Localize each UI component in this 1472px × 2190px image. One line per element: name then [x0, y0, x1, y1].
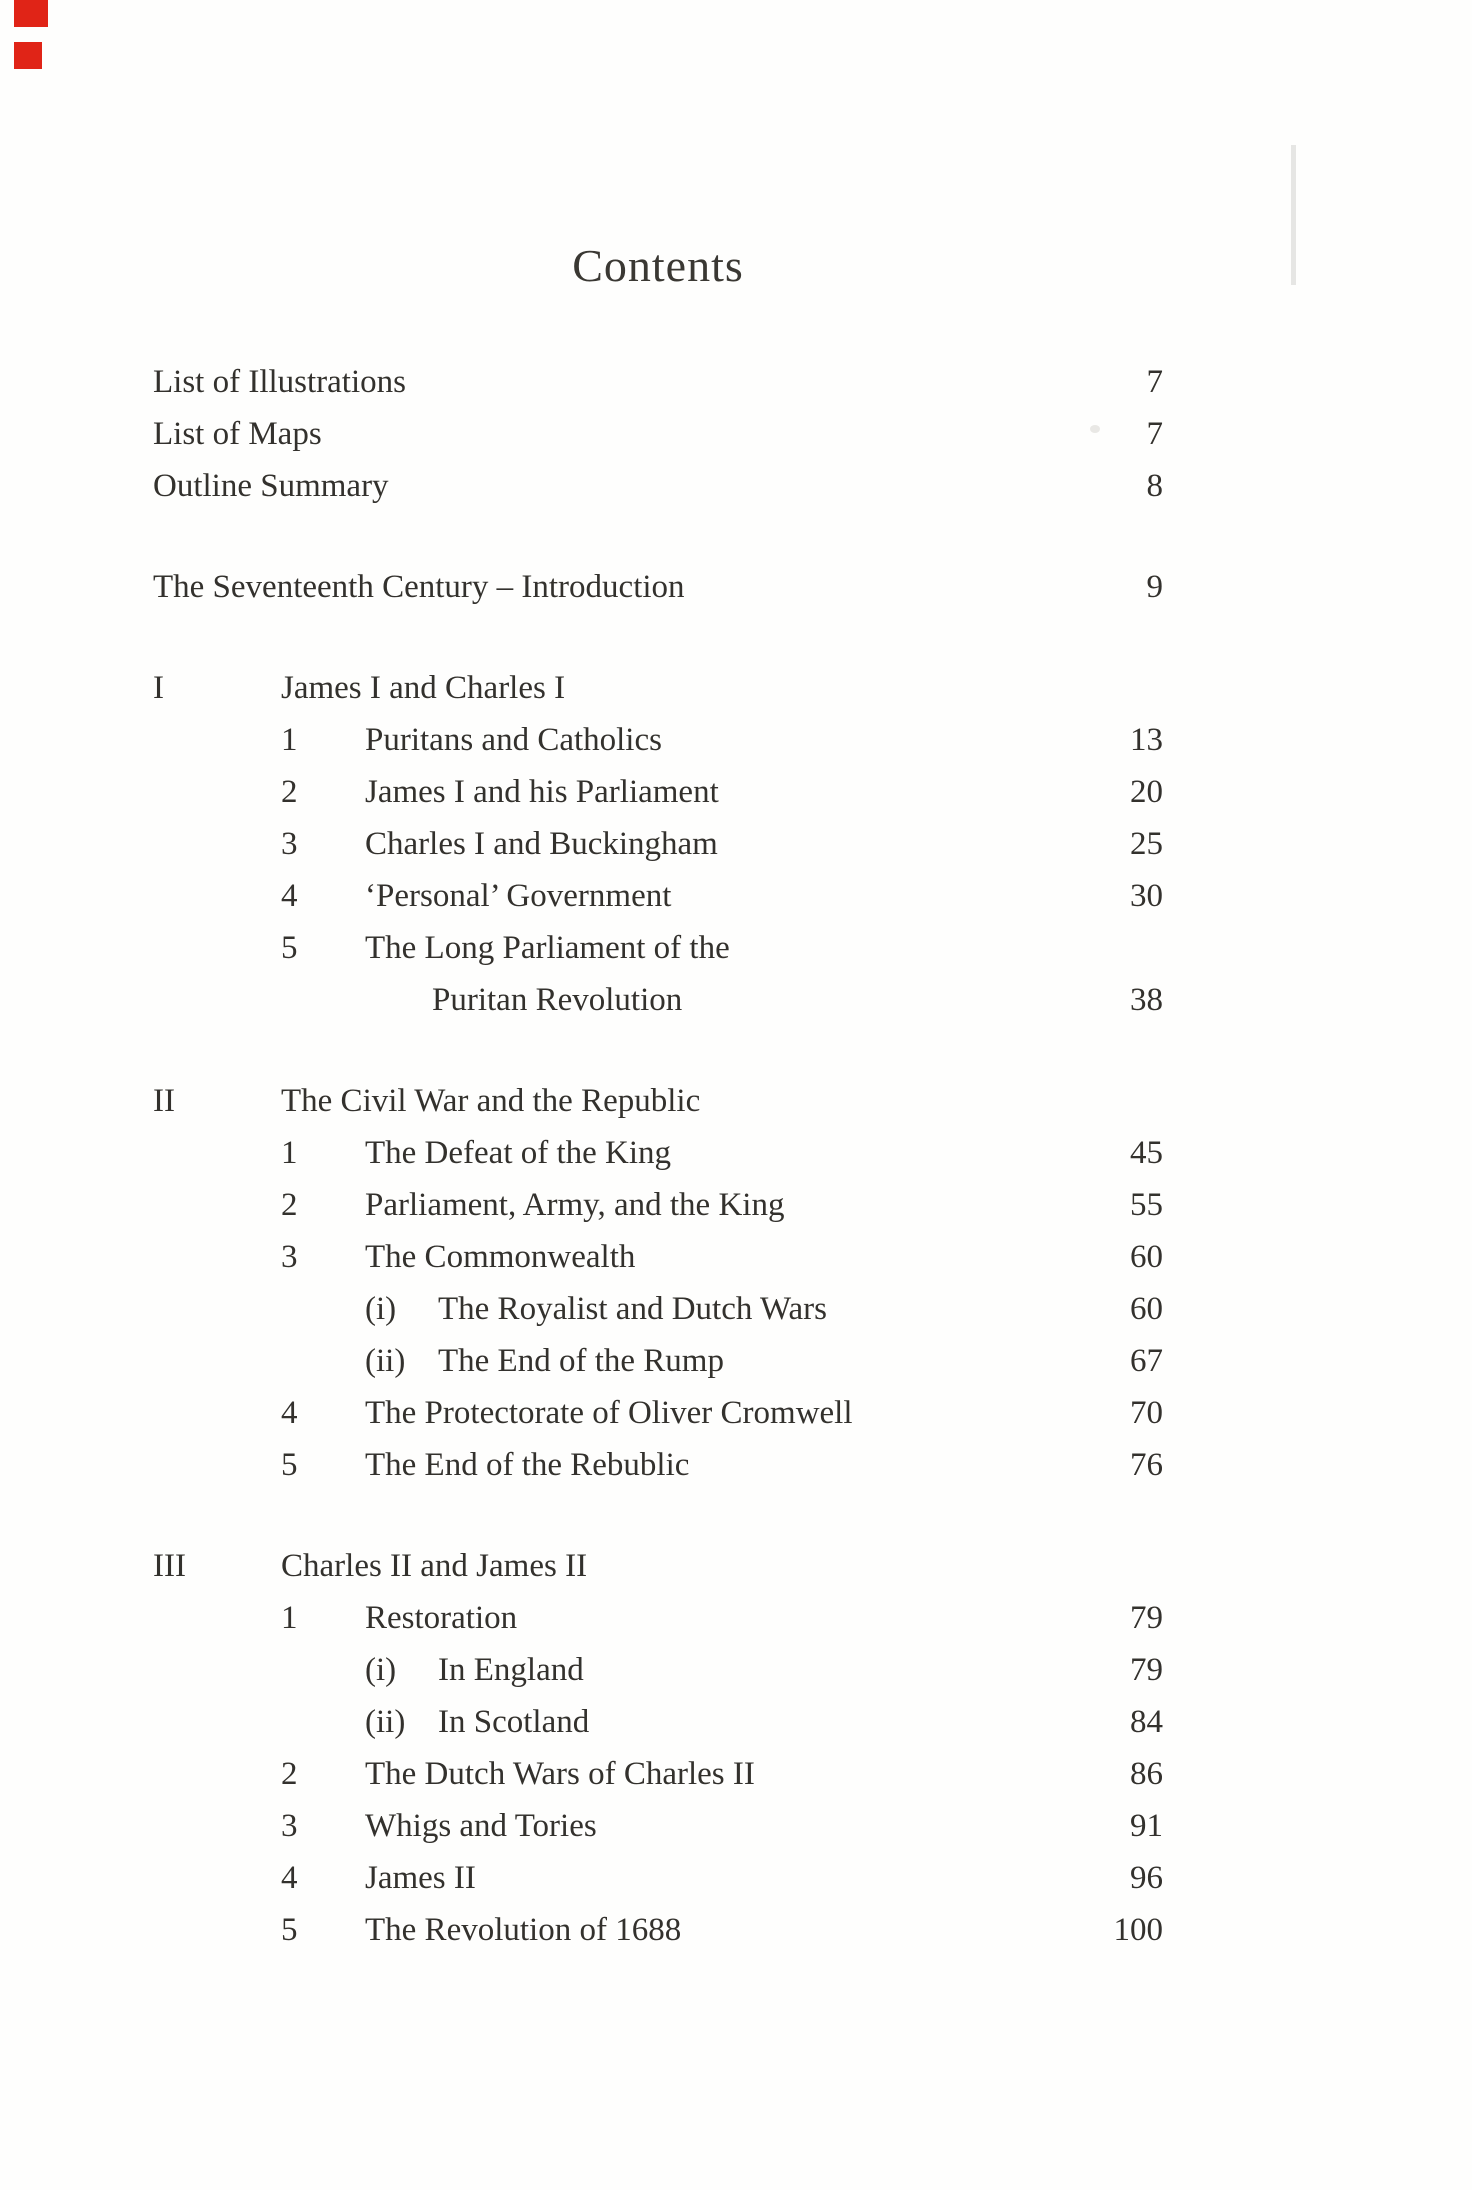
entry-page: 76 — [1130, 1447, 1163, 1483]
entry-label: Whigs and Tories — [365, 1808, 597, 1844]
entry-page: 38 — [1130, 982, 1163, 1018]
entry-number: 3 — [281, 1239, 298, 1275]
entry-number: 4 — [281, 878, 298, 914]
scan-streak-artifact — [1291, 145, 1296, 285]
entry-number: 2 — [281, 1187, 298, 1223]
toc-row — [153, 1592, 1163, 1644]
chapter-title: The Civil War and the Republic — [281, 1083, 701, 1119]
front-matter-block — [153, 356, 1163, 512]
subentry-number: (i) — [365, 1291, 397, 1327]
entry-label: The Dutch Wars of Charles II — [365, 1756, 755, 1792]
entry-page: 96 — [1130, 1860, 1163, 1896]
entry-number: 3 — [281, 1808, 298, 1844]
toc-row — [153, 1179, 1163, 1231]
entry-page: 79 — [1130, 1600, 1163, 1636]
toc-subrow — [153, 1644, 1163, 1696]
toc-row-continuation — [153, 974, 1163, 1026]
entry-page: 7 — [1146, 364, 1163, 400]
toc-row — [153, 766, 1163, 818]
entry-page: 55 — [1130, 1187, 1163, 1223]
chapter-block-1 — [153, 662, 1163, 1026]
chapter-title: James I and Charles I — [281, 670, 566, 706]
entry-label: Puritan Revolution — [432, 982, 683, 1018]
entry-page: 30 — [1130, 878, 1163, 914]
toc-row — [153, 356, 1163, 408]
entry-page: 8 — [1146, 468, 1163, 504]
toc-row — [153, 1748, 1163, 1800]
entry-number: 1 — [281, 1600, 298, 1636]
entry-label: List of Maps — [153, 416, 322, 452]
entry-label: James I and his Parliament — [365, 774, 719, 810]
entry-page: 45 — [1130, 1135, 1163, 1171]
entry-label: The Long Parliament of the — [365, 930, 730, 966]
entry-label: In England — [438, 1652, 584, 1688]
entry-label: Charles I and Buckingham — [365, 826, 718, 862]
toc-row — [153, 1231, 1163, 1283]
toc-row — [153, 408, 1163, 460]
entry-number: 1 — [281, 722, 298, 758]
entry-page: 86 — [1130, 1756, 1163, 1792]
entry-page: 67 — [1130, 1343, 1163, 1379]
toc-row — [153, 1127, 1163, 1179]
chapter-heading — [153, 1540, 1163, 1592]
entry-page: 20 — [1130, 774, 1163, 810]
entry-label: List of Illustrations — [153, 364, 406, 400]
toc-row — [153, 818, 1163, 870]
chapter-numeral: III — [153, 1548, 186, 1584]
chapter-block-2 — [153, 1075, 1163, 1491]
entry-number: 5 — [281, 1912, 298, 1948]
entry-page: 60 — [1130, 1291, 1163, 1327]
chapter-block-3 — [153, 1540, 1163, 1956]
subentry-number: (ii) — [365, 1343, 406, 1379]
entry-label: The Protectorate of Oliver Cromwell — [365, 1395, 853, 1431]
entry-page: 70 — [1130, 1395, 1163, 1431]
toc-row — [153, 1439, 1163, 1491]
toc-row — [153, 1800, 1163, 1852]
subentry-number: (ii) — [365, 1704, 406, 1740]
entry-label: The Revolution of 1688 — [365, 1912, 682, 1948]
chapter-heading — [153, 1075, 1163, 1127]
entry-number: 2 — [281, 774, 298, 810]
entry-label: Parliament, Army, and the King — [365, 1187, 785, 1223]
entry-label: The Royalist and Dutch Wars — [438, 1291, 827, 1327]
toc-row — [153, 460, 1163, 512]
chapter-numeral: I — [153, 670, 164, 706]
entry-label: Restoration — [365, 1600, 518, 1636]
scan-red-mark-top — [14, 0, 48, 27]
entry-page: 100 — [1113, 1912, 1163, 1948]
toc-subrow — [153, 1696, 1163, 1748]
entry-number: 2 — [281, 1756, 298, 1792]
entry-label: The End of the Rump — [438, 1343, 724, 1379]
toc-subrow — [153, 1335, 1163, 1387]
toc-content — [153, 0, 1163, 1956]
entry-page: 25 — [1130, 826, 1163, 862]
page-title: Contents — [572, 240, 744, 291]
entry-page: 7 — [1146, 416, 1163, 452]
entry-page: 79 — [1130, 1652, 1163, 1688]
toc-row — [153, 1387, 1163, 1439]
toc-row — [153, 561, 1163, 613]
entry-number: 5 — [281, 1447, 298, 1483]
entry-label: The Commonwealth — [365, 1239, 636, 1275]
entry-number: 4 — [281, 1395, 298, 1431]
chapter-numeral: II — [153, 1083, 175, 1119]
entry-number: 1 — [281, 1135, 298, 1171]
entry-label: ‘Personal’ Government — [365, 878, 672, 914]
entry-label: Puritans and Catholics — [365, 722, 662, 758]
entry-page: 9 — [1146, 569, 1163, 605]
toc-row — [153, 1852, 1163, 1904]
entry-label: James II — [365, 1860, 476, 1896]
chapter-heading — [153, 662, 1163, 714]
entry-number: 4 — [281, 1860, 298, 1896]
subentry-number: (i) — [365, 1652, 397, 1688]
toc-subrow — [153, 1283, 1163, 1335]
entry-number: 3 — [281, 826, 298, 862]
entry-label: In Scotland — [438, 1704, 590, 1740]
introduction-block — [153, 561, 1163, 613]
entry-page: 84 — [1130, 1704, 1163, 1740]
entry-page: 91 — [1130, 1808, 1163, 1844]
toc-row — [153, 1904, 1163, 1956]
chapter-title: Charles II and James II — [281, 1548, 588, 1584]
entry-page: 60 — [1130, 1239, 1163, 1275]
entry-number: 5 — [281, 930, 298, 966]
entry-label: Outline Summary — [153, 468, 389, 504]
scan-red-mark-bottom — [14, 42, 42, 69]
entry-page: 13 — [1130, 722, 1163, 758]
entry-label: The Defeat of the King — [365, 1135, 672, 1171]
toc-row — [153, 870, 1163, 922]
entry-label: The End of the Rebublic — [365, 1447, 690, 1483]
toc-row — [153, 714, 1163, 766]
toc-row — [153, 922, 1163, 974]
entry-label: The Seventeenth Century – Introduction — [153, 569, 685, 605]
